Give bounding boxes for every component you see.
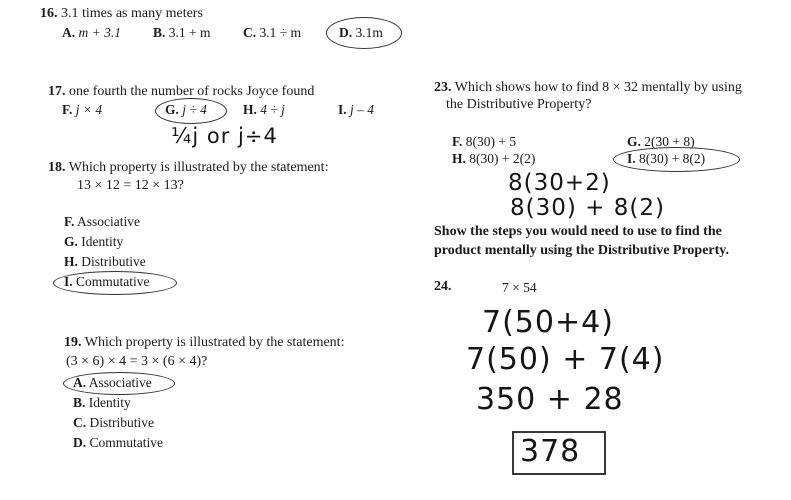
option-f[interactable]: F. Associative	[64, 214, 141, 229]
question-text: 3.1 times as many meters	[61, 6, 203, 21]
handwritten-step-1: 7(50+4)	[482, 305, 614, 340]
handwritten-step-1: 8(30+2)	[508, 170, 611, 196]
option-a[interactable]: A. Associative	[73, 375, 152, 390]
option-f[interactable]: F. 8(30) + 5	[452, 134, 517, 149]
option-i[interactable]: I. j – 4	[338, 102, 375, 117]
handwritten-step-2: 7(50) + 7(4)	[466, 342, 665, 377]
question-text-continued: the Distributive Property?	[446, 97, 592, 112]
question-number: 16.	[40, 6, 58, 21]
option-b[interactable]: B. 3.1 + m	[153, 25, 211, 40]
final-answer: 378	[520, 434, 581, 469]
option-f[interactable]: F. j × 4	[62, 102, 103, 117]
question-24-number: 24.	[434, 279, 452, 294]
handwritten-answer-17: ¼j or j÷4	[171, 124, 278, 148]
question-18: 18. Which property is illustrated by the statement:	[48, 160, 329, 175]
option-i[interactable]: I. Commutative	[64, 274, 150, 289]
option-h[interactable]: H. 8(30) + 2(2)	[452, 151, 536, 166]
instruction-line-1: Show the steps you would need to use to find the	[434, 224, 722, 239]
option-a[interactable]: A. m + 3.1	[62, 25, 121, 40]
question-19: 19. Which property is illustrated by the statement:	[64, 335, 345, 350]
option-g[interactable]: G. Identity	[64, 234, 124, 249]
question-23: 23. Which shows how to find 8 × 32 mentally by using	[434, 80, 742, 95]
expression: 7 × 54	[502, 280, 537, 295]
option-b[interactable]: B. Identity	[73, 395, 131, 410]
option-c[interactable]: C. Distributive	[73, 415, 154, 430]
option-d[interactable]: D. 3.1m	[339, 25, 383, 40]
question-17: 17. one fourth the number of rocks Joyce found	[48, 84, 315, 99]
option-g[interactable]: G. j ÷ 4	[165, 102, 207, 117]
statement: 13 × 12 = 12 × 13?	[77, 178, 184, 193]
statement: (3 × 6) × 4 = 3 × (6 × 4)?	[66, 354, 208, 369]
handwritten-step-2: 8(30) + 8(2)	[510, 195, 665, 221]
instruction-line-2: product mentally using the Distributive Property.	[434, 243, 730, 258]
option-i[interactable]: I. 8(30) + 8(2)	[627, 151, 706, 166]
option-c[interactable]: C. 3.1 ÷ m	[243, 25, 302, 40]
option-d[interactable]: D. Commutative	[73, 435, 163, 450]
option-g[interactable]: G. 2(30 + 8)	[627, 134, 695, 149]
option-h[interactable]: H. Distributive	[64, 254, 146, 269]
handwritten-step-3: 350 + 28	[476, 382, 624, 417]
option-h[interactable]: H. 4 ÷ j	[243, 102, 285, 117]
